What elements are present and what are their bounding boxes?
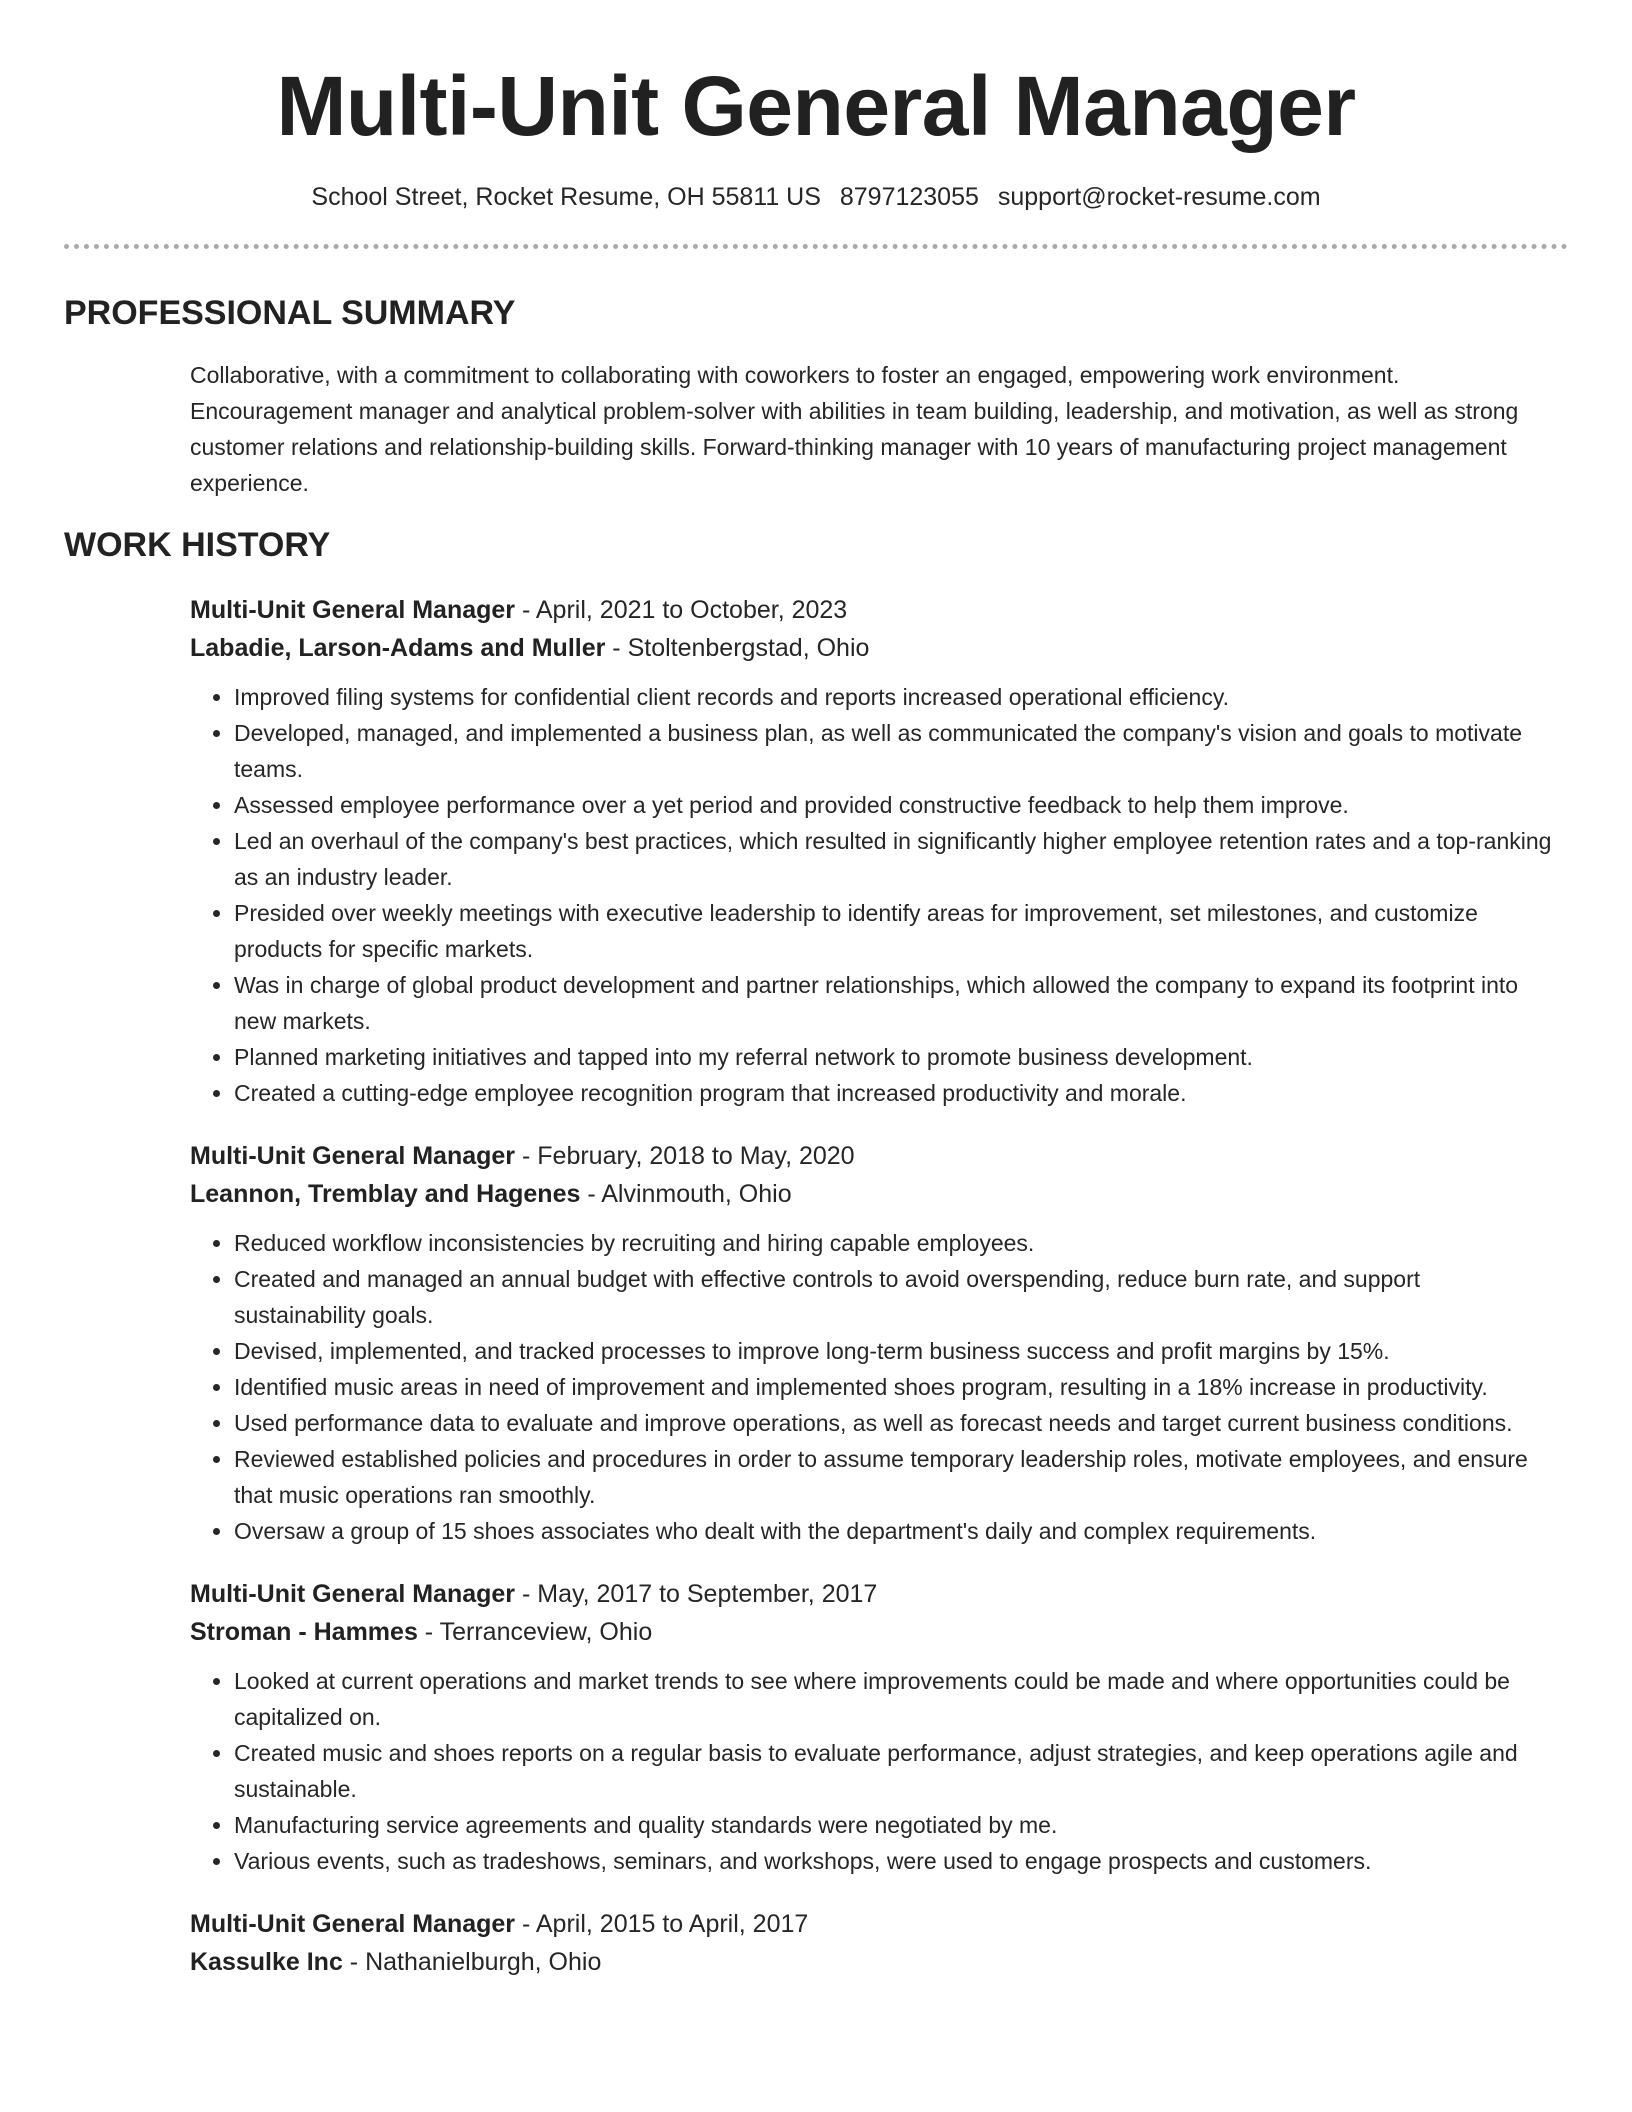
job-role-line [190,591,1552,629]
job-bullet: • Used performance data to evaluate and improve operations, as well as forecast needs and target current business conditions. [234,1405,1552,1441]
summary-title: PROFESSIONAL SUMMARY [64,294,516,332]
job-location: - Nathanielburgh, Ohio [342,1948,602,1976]
job-bullets [190,679,1552,1111]
job-bullet: • Planned marketing initiatives and tapped into my referral network to promote business development. [234,1039,1552,1075]
job-bullet: • Developed, managed, and implemented a business plan, as well as communicated the company's vision and goals to motivate teams. [234,715,1552,787]
job-bullet: • Devised, implemented, and tracked processes to improve long-term business success and profit margins by 15%. [234,1333,1552,1369]
job-bullet: • Created a cutting-edge employee recognition program that increased productivity and morale. [234,1075,1552,1111]
job-company: Stroman - Hammes [190,1618,418,1646]
job-company-line [190,629,1552,667]
header-divider [64,244,1568,249]
job-role: Multi-Unit General Manager [190,1580,516,1608]
job-bullet: • Oversaw a group of 15 shoes associates who dealt with the department's daily and complex requirements. [234,1513,1552,1549]
job-bullet: • Various events, such as tradeshows, seminars, and workshops, were used to engage prospects and customers. [234,1843,1552,1879]
job-entry [190,1575,1552,1879]
job-bullet: • Led an overhaul of the company's best practices, which resulted in significantly higher employee retention rates and a top-ranking as an industry leader. [234,823,1552,895]
job-bullets [190,1663,1552,1879]
job-company: Labadie, Larson-Adams and Muller [190,634,606,662]
job-bullet: • Reduced workflow inconsistencies by recruiting and hiring capable employees. [234,1225,1552,1261]
job-bullet: • Created music and shoes reports on a regular basis to evaluate performance, adjust strategies, and keep operations agile and sustainable. [234,1735,1552,1807]
job-dates: - May, 2017 to September, 2017 [515,1580,878,1608]
job-location: - Terranceview, Ohio [417,1618,653,1646]
job-entry [190,1905,1552,1981]
job-entry [190,1137,1552,1549]
job-role: Multi-Unit General Manager [190,1910,516,1938]
job-role: Multi-Unit General Manager [190,1142,516,1170]
job-bullet: • Was in charge of global product development and partner relationships, which allowed the company to expand its footprint into new markets. [234,967,1552,1039]
job-bullet: • Presided over weekly meetings with executive leadership to identify areas for improvement, set milestones, and customize products for specific markets. [234,895,1552,967]
job-location: - Stoltenbergstad, Ohio [605,634,870,662]
job-company: Kassulke Inc [190,1948,343,1976]
job-company-line [190,1943,1552,1981]
job-dates: - April, 2021 to October, 2023 [515,596,848,624]
job-company-line [190,1175,1552,1213]
job-entry [190,591,1552,1111]
job-dates: - February, 2018 to May, 2020 [515,1142,855,1170]
work-history-list [64,591,1568,1981]
job-bullets [190,1225,1552,1549]
job-company-line [190,1613,1552,1651]
job-location: - Alvinmouth, Ohio [580,1180,792,1208]
job-role-line [190,1905,1552,1943]
contact-address: School Street, Rocket Resume, OH 55811 US [311,183,821,211]
job-bullet: • Reviewed established policies and procedures in order to assume temporary leadership roles, motivate employees, and ensure that music operations ran smoothly. [234,1441,1552,1513]
job-bullet: • Assessed employee performance over a yet period and provided constructive feedback to help them improve. [234,787,1552,823]
job-role: Multi-Unit General Manager [190,596,516,624]
summary-text: Collaborative, with a commitment to collaborating with coworkers to foster an engaged, empowering work environment. Encouragement manager and analytical problem-solver with abilities in team building, leadership, and motivation, as well as strong customer relations and relationship-building skills. Forward-thinking manager with 10 years of manufacturing project management experience. [190,362,1519,496]
job-bullet: • Manufacturing service agreements and quality standards were negotiated by me. [234,1807,1552,1843]
resume-name: Multi-Unit General Manager [276,59,1356,153]
job-role-line [190,1137,1552,1175]
contact-line [64,180,1568,214]
contact-email: support@rocket-resume.com [997,183,1321,211]
job-bullet: • Created and managed an annual budget with effective controls to avoid overspending, reduce burn rate, and support sustainability goals. [234,1261,1552,1333]
job-dates: - April, 2015 to April, 2017 [515,1910,809,1938]
job-bullet: • Identified music areas in need of improvement and implemented shoes program, resulting in a 18% increase in productivity. [234,1369,1552,1405]
job-company: Leannon, Tremblay and Hagenes [190,1180,581,1208]
job-role-line [190,1575,1552,1613]
job-bullet: • Looked at current operations and market trends to see where improvements could be made and where opportunities could be capitalized on. [234,1663,1552,1735]
job-bullet: • Improved filing systems for confidential client records and reports increased operational efficiency. [234,679,1552,715]
work-history-title: WORK HISTORY [64,526,331,564]
contact-phone: 8797123055 [839,183,979,211]
